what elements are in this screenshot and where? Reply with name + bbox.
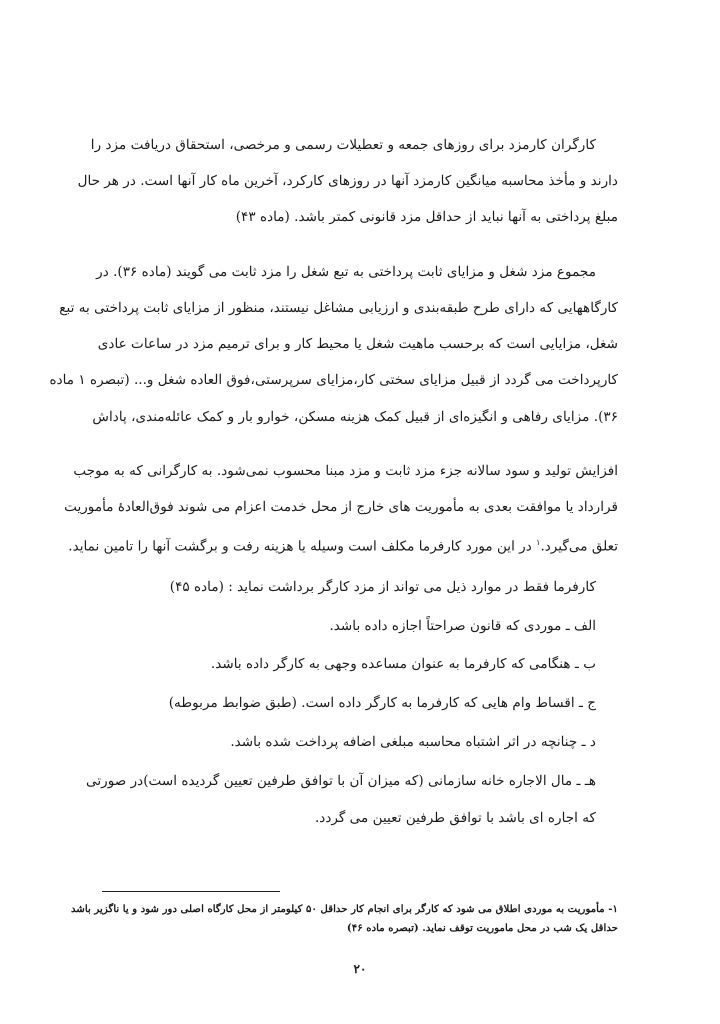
paragraph-1-line-3: مبلغ پرداختی به آنها نباید از حداقل مزد قانونی کمتر باشد. (ماده ۴۳) [235,209,618,225]
deduction-item-he-line-1: هـ ـ مال الاجاره خانه سازمانی (که میزان آن با توافق طرفین تعیین گردیده است)در صورتی [86,773,596,789]
footnote-line-2: حداقل یک شب در محل ماموریت توقف نماید. (تبصره ماده ۴۶) [346,922,618,934]
paragraph-2-line-3: شغل، مزایایی است که برحسب ماهیت شغل یا محیط کار و برای ترمیم مزد در ساعات عادی [97,336,618,352]
deduction-item-jim: ج ـ اقساط وام هایی که کارفرما به کارگر داده است. (طبق ضوابط مربوطه) [168,695,596,711]
paragraph-2-line-5: ۳۶). مزایای رفاهی و انگیزه‌ای از قبیل کمک هزینه مسکن، خوارو بار و کمک عائله‌مندی، پاداش [92,409,618,425]
footnote-anchor-text: تعلق می‌گیرد. [540,538,618,555]
deduction-item-alef: الف ـ موردی که قانون صراحتاً اجازه داده باشد. [329,618,596,634]
footnote-line-1: ۱- مأموریت به موردی اطلاق می شود که کارگر برای انجام کار حداقل ۵۰ کیلومتر از محل کارگاه اصلی دور شود و یا ناگزیر باشد [71,903,618,915]
footnote-reference[interactable]: ۱ [536,538,541,547]
deductions-intro: کارفرما فقط در موارد ذیل می تواند از مزد کارگر برداشت نماید : (ماده ۴۵) [169,579,596,595]
deduction-item-he-line-2: که اجاره ای باشد با توافق طرفین تعیین می گردد. [314,810,596,826]
paragraph-2-line-8-rest: در این مورد کارفرما مکلف است وسیله یا هزینه رفت و برگشت آنها را تامین نماید. [68,538,532,555]
paragraph-1-line-2: دارند و مأخذ محاسبه میانگین کارمزد آنها در روزهای کارکرد، آخرین ماه کار آنها است. در هر حال [77,173,618,189]
paragraph-2-line-1: مجموع مزد شغل و مزایای ثابت پرداختی به تبع شغل را مزد ثابت می گویند (ماده ۳۶). در [96,264,596,280]
paragraph-1-line-1: کارگران کارمزد برای روزهای جمعه و تعطیلات رسمی و مرخصی، استحقاق دریافت مزد را [90,137,596,153]
footnote-separator [102,891,280,892]
deduction-item-be: ب ـ هنگامی که کارفرما به عنوان مساعده وجهی به کارگر داده باشد. [210,656,596,672]
paragraph-2-line-6: افزایش تولید و سود سالانه جزء مزد ثابت و مزد مبنا محسوب نمی‌شود. به کارگرانی که به موجب [73,463,618,479]
paragraph-2-line-7: قرارداد یا موافقت بعدی به مأموریت های خارج از محل خدمت اعزام می شوند فوق‌العادهٔ مأموریت [64,499,618,515]
paragraph-2-line-8 [68,533,618,557]
paragraph-2-line-2: کارگاههایی که دارای طرح طبقه‌بندی و ارزیابی مشاغل نیستند، منظور از مزایای ثابت پرداختی به تبع [59,300,618,316]
paragraph-2-line-4: کارپرداخت می گردد از قبیل مزایای سختی کار،مزایای سرپرستی،فوق العاده شغل و... (تبصره ۱ ماده [49,372,618,388]
page-number: ۲۰ [353,962,367,976]
deduction-item-dal: د ـ چنانچه در اثر اشتباه محاسبه مبلغی اضافه پرداخت شده باشد. [230,734,596,750]
